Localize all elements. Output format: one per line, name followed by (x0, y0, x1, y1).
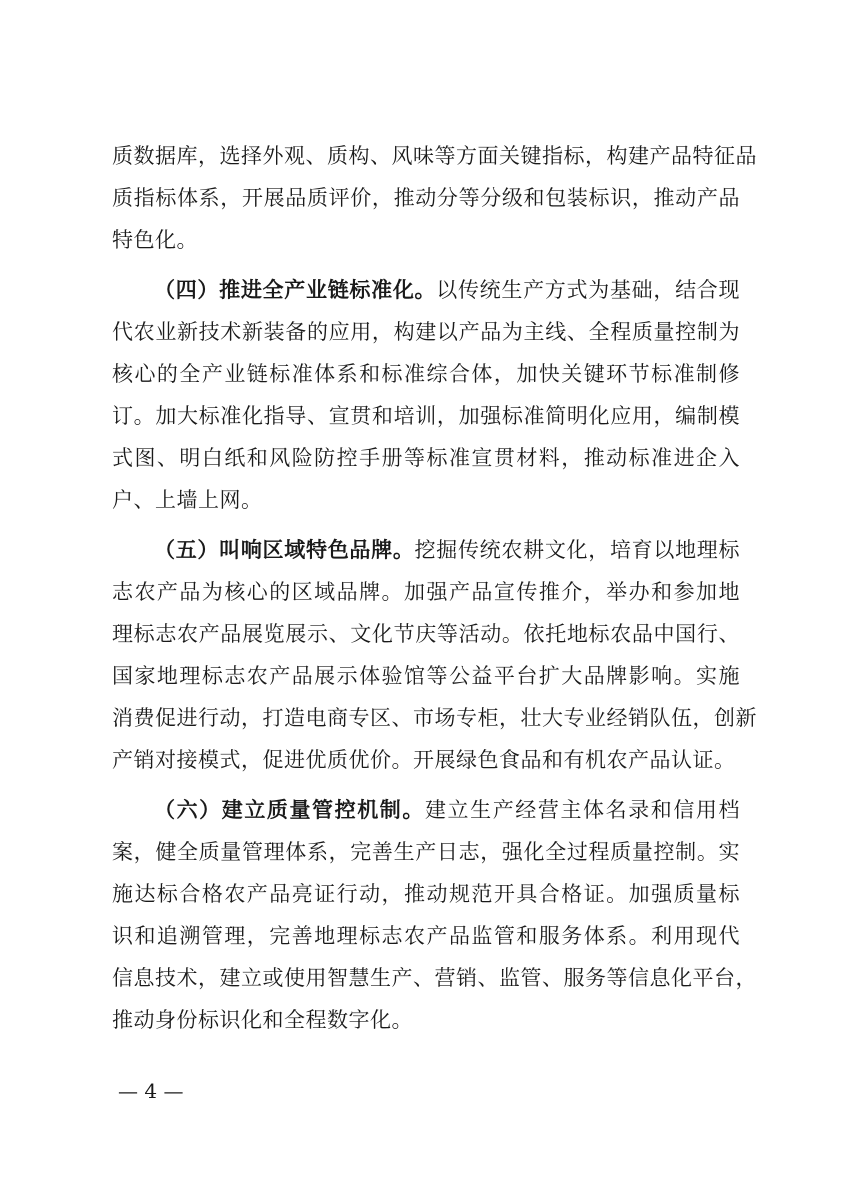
text-line: 消费促进行动，打造电商专区、市场专柜，壮大专业经销队伍，创新 (112, 706, 757, 730)
text-line: 志农产品为核心的区域品牌。加强产品宣传推介，举办和参加地 (112, 580, 740, 604)
paragraph-product-quality-continued (112, 135, 757, 261)
text-line: 施达标合格农产品亮证行动，推动规范开具合格证。加强质量标 (112, 882, 740, 906)
paragraph-quality-control (112, 789, 757, 1041)
text-line: 代农业新技术新装备的应用，构建以产品为主线、全程质量控制为 (112, 320, 740, 344)
page-number: — 4 — (118, 1079, 184, 1103)
section-heading: （五）叫响区域特色品牌。 (154, 537, 415, 562)
text-line: 核心的全产业链标准体系和标准综合体，加快关键环节标准制修 (112, 362, 740, 386)
first-line-text: 以传统生产方式为基础，结合现 (436, 278, 740, 302)
paragraph-regional-brand (112, 529, 757, 781)
document-body (112, 135, 757, 1041)
text-line: 理标志农产品展览展示、文化节庆等活动。依托地标农品中国行、 (112, 622, 740, 646)
paragraph-first-line (112, 789, 740, 831)
text-line: 户、上墙上网。 (112, 488, 263, 512)
text-line: 产销对接模式，促进优质优价。开展绿色食品和有机农产品认证。 (112, 748, 736, 772)
text-line: 质数据库，选择外观、质构、风味等方面关键指标，构建产品特征品 (112, 144, 757, 168)
paragraph-industry-chain-standardization (112, 269, 740, 521)
first-line-text: 挖掘传统农耕文化，培育以地理标 (414, 538, 741, 562)
text-line: 式图、明白纸和风险防控手册等标准宣贯材料，推动标准进企入 (112, 446, 740, 470)
section-heading: （四）推进全产业链标准化。 (154, 277, 437, 302)
text-line: 特色化。 (112, 228, 198, 252)
text-line: 订。加大标准化指导、宣贯和培训，加强标准简明化应用，编制模 (112, 404, 740, 428)
text-line: 案，健全质量管理体系，完善生产日志，强化全过程质量控制。实 (112, 840, 740, 864)
text-line: 推动身份标识化和全程数字化。 (112, 1008, 413, 1032)
text-line: 信息技术，建立或使用智慧生产、营销、监管、服务等信息化平台， (112, 966, 757, 990)
paragraph-first-line (112, 529, 740, 571)
text-line: 国家地理标志农产品展示体验馆等公益平台扩大品牌影响。实施 (112, 664, 740, 688)
paragraph-first-line (112, 269, 740, 311)
section-heading: （六）建立质量管控机制。 (154, 797, 425, 822)
text-line: 识和追溯管理，完善地理标志农产品监管和服务体系。利用现代 (112, 924, 740, 948)
text-line: 质指标体系，开展品质评价，推动分等分级和包装标识，推动产品 (112, 186, 740, 210)
first-line-text: 建立生产经营主体名录和信用档 (424, 798, 741, 822)
